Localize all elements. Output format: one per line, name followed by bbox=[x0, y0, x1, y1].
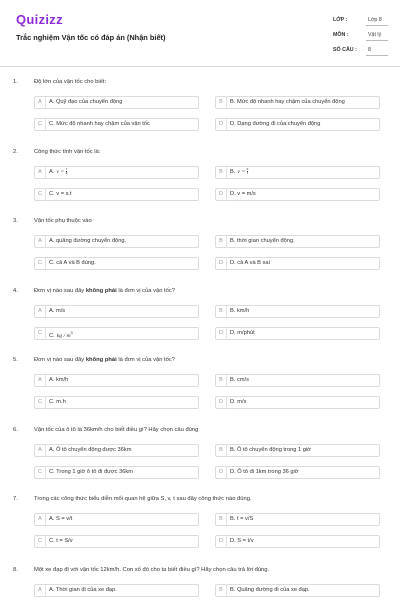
option-text bbox=[49, 306, 65, 318]
answer-option-c[interactable] bbox=[34, 535, 199, 548]
answer-option-b[interactable] bbox=[215, 374, 380, 387]
option-label: D. Dạng đường đi của chuyển động bbox=[230, 121, 321, 127]
answer-option-a[interactable] bbox=[34, 374, 199, 387]
worksheet-header bbox=[0, 0, 400, 66]
option-letter: A bbox=[35, 585, 46, 597]
question-text-post: là đơn vị của vận tốc? bbox=[116, 357, 176, 363]
option-letter: C bbox=[35, 328, 46, 340]
question-number: 7. bbox=[13, 496, 18, 502]
option-letter: D bbox=[216, 119, 227, 131]
answer-option-b[interactable] bbox=[215, 166, 380, 179]
option-text bbox=[49, 397, 66, 409]
option-text bbox=[230, 585, 310, 597]
answer-option-a[interactable] bbox=[34, 96, 199, 109]
option-label: A. S = v/t bbox=[49, 516, 73, 522]
option-label: A. Quỹ đạo của chuyển động bbox=[49, 99, 123, 105]
option-text bbox=[49, 97, 122, 109]
question-text bbox=[34, 357, 175, 363]
option-letter: C bbox=[35, 189, 46, 201]
subject-underline bbox=[366, 40, 388, 41]
option-text bbox=[230, 97, 345, 109]
question-text bbox=[34, 288, 175, 294]
option-letter: A bbox=[35, 97, 46, 109]
option-label: B. Mức độ nhanh hay chậm của chuyển động bbox=[230, 99, 345, 105]
option-text bbox=[49, 375, 68, 387]
option-label: D. m/phút bbox=[230, 330, 255, 336]
question-text: Độ lớn của vận tốc cho biết: bbox=[34, 79, 107, 85]
option-letter: A bbox=[35, 167, 46, 179]
option-label: D. Ô tô đi 1km trong 36 giờ bbox=[230, 469, 299, 475]
answer-option-a[interactable] bbox=[34, 235, 199, 248]
option-label: B. Ô tô chuyển động trong 1 giờ bbox=[230, 447, 311, 453]
option-text bbox=[230, 167, 248, 179]
header-divider bbox=[0, 66, 400, 67]
count-label: SỐ CÂU : bbox=[333, 47, 357, 53]
option-label: D. S = t/v bbox=[230, 538, 254, 544]
question-number: 8. bbox=[13, 567, 18, 573]
option-letter: A bbox=[35, 236, 46, 248]
question-text: Công thức tính vận tốc là: bbox=[34, 149, 101, 155]
option-label: C. t = S/v bbox=[49, 538, 73, 544]
option-text bbox=[230, 119, 320, 131]
count-value: 8 bbox=[368, 47, 371, 53]
answer-option-a[interactable] bbox=[34, 166, 199, 179]
option-text bbox=[230, 306, 249, 318]
option-letter: C bbox=[35, 119, 46, 131]
option-letter: A bbox=[35, 445, 46, 457]
option-letter: D bbox=[216, 467, 227, 479]
option-text bbox=[49, 445, 131, 457]
answer-option-d[interactable] bbox=[215, 188, 380, 201]
option-text bbox=[230, 536, 254, 548]
option-letter: B bbox=[216, 97, 227, 109]
option-text bbox=[49, 236, 126, 248]
option-text bbox=[49, 189, 72, 201]
answer-option-c[interactable] bbox=[34, 188, 199, 201]
option-label: A. bbox=[49, 169, 55, 175]
option-text bbox=[49, 585, 117, 597]
option-label: C. Mức độ nhanh hay chậm của vận tốc bbox=[49, 121, 150, 127]
answer-option-d[interactable] bbox=[215, 118, 380, 131]
answer-option-d[interactable] bbox=[215, 257, 380, 270]
answer-option-c[interactable] bbox=[34, 118, 199, 131]
option-math: v = bbox=[237, 169, 247, 175]
question-text: Một xe đạp đi với vận tốc 12km/h. Con số đó cho ta biết điều gì? Hãy chọn câu trả lời đúng. bbox=[34, 567, 270, 573]
option-label: D. m/s bbox=[230, 399, 247, 405]
option-label: B. bbox=[230, 169, 236, 175]
option-label: B. thời gian chuyển động. bbox=[230, 238, 295, 244]
option-letter: D bbox=[216, 328, 227, 340]
option-letter: A bbox=[35, 375, 46, 387]
option-label: A. km/h bbox=[49, 377, 69, 383]
option-letter: C bbox=[35, 397, 46, 409]
option-letter: A bbox=[35, 514, 46, 526]
subject-value: Vật lý bbox=[368, 32, 382, 38]
subject-label: MÔN : bbox=[333, 32, 349, 38]
question-text: Trong các công thức biểu diễn mối quan hệ giữa S, v, t sau đây công thức nào đúng. bbox=[34, 496, 252, 502]
question-number: 1. bbox=[13, 79, 18, 85]
option-text bbox=[230, 328, 255, 340]
option-label: D. v = m/s bbox=[230, 191, 256, 197]
option-label: C. cả A và B đúng. bbox=[49, 260, 96, 266]
question-text-pre: Đơn vị nào sau đây bbox=[34, 288, 86, 294]
option-label: B. Quãng đường đi của xe đạp. bbox=[230, 587, 310, 593]
fraction bbox=[66, 168, 68, 176]
option-text bbox=[49, 514, 72, 526]
answer-option-d[interactable] bbox=[215, 535, 380, 548]
option-label: A. quãng đường chuyển động. bbox=[49, 238, 127, 244]
option-letter: D bbox=[216, 397, 227, 409]
option-text bbox=[49, 328, 73, 342]
fraction-numerator: s bbox=[246, 166, 249, 171]
question-number: 2. bbox=[13, 149, 18, 155]
option-letter: B bbox=[216, 445, 227, 457]
option-label: B. t = v/S bbox=[230, 516, 254, 522]
option-text bbox=[230, 445, 311, 457]
option-text bbox=[230, 236, 295, 248]
fraction bbox=[247, 168, 249, 176]
class-label: LỚP : bbox=[333, 17, 348, 23]
question-number: 6. bbox=[13, 427, 18, 433]
answer-option-a[interactable] bbox=[34, 444, 199, 457]
option-text bbox=[230, 467, 299, 479]
option-letter: C bbox=[35, 536, 46, 548]
option-math: v = bbox=[56, 169, 66, 175]
option-label: A. m/s bbox=[49, 308, 66, 314]
answer-option-b[interactable] bbox=[215, 305, 380, 318]
answer-option-b[interactable] bbox=[215, 444, 380, 457]
option-text bbox=[49, 536, 73, 548]
option-letter: B bbox=[216, 514, 227, 526]
quizizz-logo: Quizizz bbox=[16, 12, 63, 27]
option-text bbox=[230, 514, 253, 526]
question-text: Vận tốc của ô tô là 36km/h cho biết điều gì? Hãy chọn câu đúng bbox=[34, 427, 199, 433]
option-letter: B bbox=[216, 167, 227, 179]
answer-option-b[interactable] bbox=[215, 584, 380, 597]
fraction-numerator: t bbox=[65, 166, 67, 171]
question-text: Vận tốc phụ thuộc vào bbox=[34, 218, 92, 224]
option-text bbox=[230, 375, 249, 387]
answer-option-b[interactable] bbox=[215, 235, 380, 248]
option-label: C. m.h bbox=[49, 399, 66, 405]
option-letter: D bbox=[216, 258, 227, 270]
answer-option-b[interactable] bbox=[215, 513, 380, 526]
answer-option-d[interactable] bbox=[215, 327, 380, 340]
option-letter: B bbox=[216, 236, 227, 248]
answer-option-c[interactable] bbox=[34, 327, 199, 340]
answer-option-a[interactable] bbox=[34, 513, 199, 526]
option-text bbox=[230, 189, 256, 201]
question-text-post: là đơn vị của vận tốc? bbox=[116, 288, 176, 294]
fraction-denominator: s bbox=[65, 171, 68, 175]
answer-option-a[interactable] bbox=[34, 584, 199, 597]
answer-option-a[interactable] bbox=[34, 305, 199, 318]
option-label: C. bbox=[49, 332, 55, 339]
option-text bbox=[49, 119, 150, 131]
class-value: Lớp 8 bbox=[368, 17, 382, 23]
option-label: A. Thời gian đi của xe đạp. bbox=[49, 587, 117, 593]
answer-option-d[interactable] bbox=[215, 466, 380, 479]
option-text bbox=[230, 397, 246, 409]
option-label: B. cm/s bbox=[230, 377, 249, 383]
option-letter: A bbox=[35, 306, 46, 318]
question-number: 5. bbox=[13, 357, 18, 363]
question-text-pre: Đơn vị nào sau đây bbox=[34, 357, 86, 363]
worksheet-title: Trắc nghiệm Vận tốc có đáp án (Nhận biết) bbox=[16, 33, 166, 42]
superscript: 3 bbox=[70, 331, 73, 335]
option-letter: C bbox=[35, 258, 46, 270]
option-text bbox=[49, 167, 67, 179]
option-math: kg / m bbox=[56, 332, 71, 339]
answer-option-b[interactable] bbox=[215, 96, 380, 109]
option-text bbox=[49, 467, 133, 479]
option-letter: D bbox=[216, 189, 227, 201]
option-text bbox=[230, 258, 270, 270]
option-label: A. Ô tô chuyển động được 36km bbox=[49, 447, 132, 453]
question-text-emphasis: không phải bbox=[85, 288, 117, 294]
count-underline bbox=[366, 55, 388, 56]
fraction-denominator: t bbox=[246, 171, 248, 175]
option-letter: B bbox=[216, 375, 227, 387]
class-underline bbox=[366, 25, 388, 26]
question-text-emphasis: không phải bbox=[85, 357, 117, 363]
option-letter: C bbox=[35, 467, 46, 479]
answer-option-d[interactable] bbox=[215, 396, 380, 409]
option-text bbox=[49, 258, 96, 270]
question-number: 3. bbox=[13, 218, 18, 224]
answer-option-c[interactable] bbox=[34, 257, 199, 270]
option-letter: B bbox=[216, 585, 227, 597]
option-label: D. cả A và B sai bbox=[230, 260, 270, 266]
answer-option-c[interactable] bbox=[34, 396, 199, 409]
option-letter: D bbox=[216, 536, 227, 548]
option-label: C. v = s.t bbox=[49, 191, 72, 197]
question-number: 4. bbox=[13, 288, 18, 294]
option-label: B. km/h bbox=[230, 308, 250, 314]
answer-option-c[interactable] bbox=[34, 466, 199, 479]
option-label: C. Trong 1 giờ ô tô đi được 36km bbox=[49, 469, 133, 475]
option-letter: B bbox=[216, 306, 227, 318]
